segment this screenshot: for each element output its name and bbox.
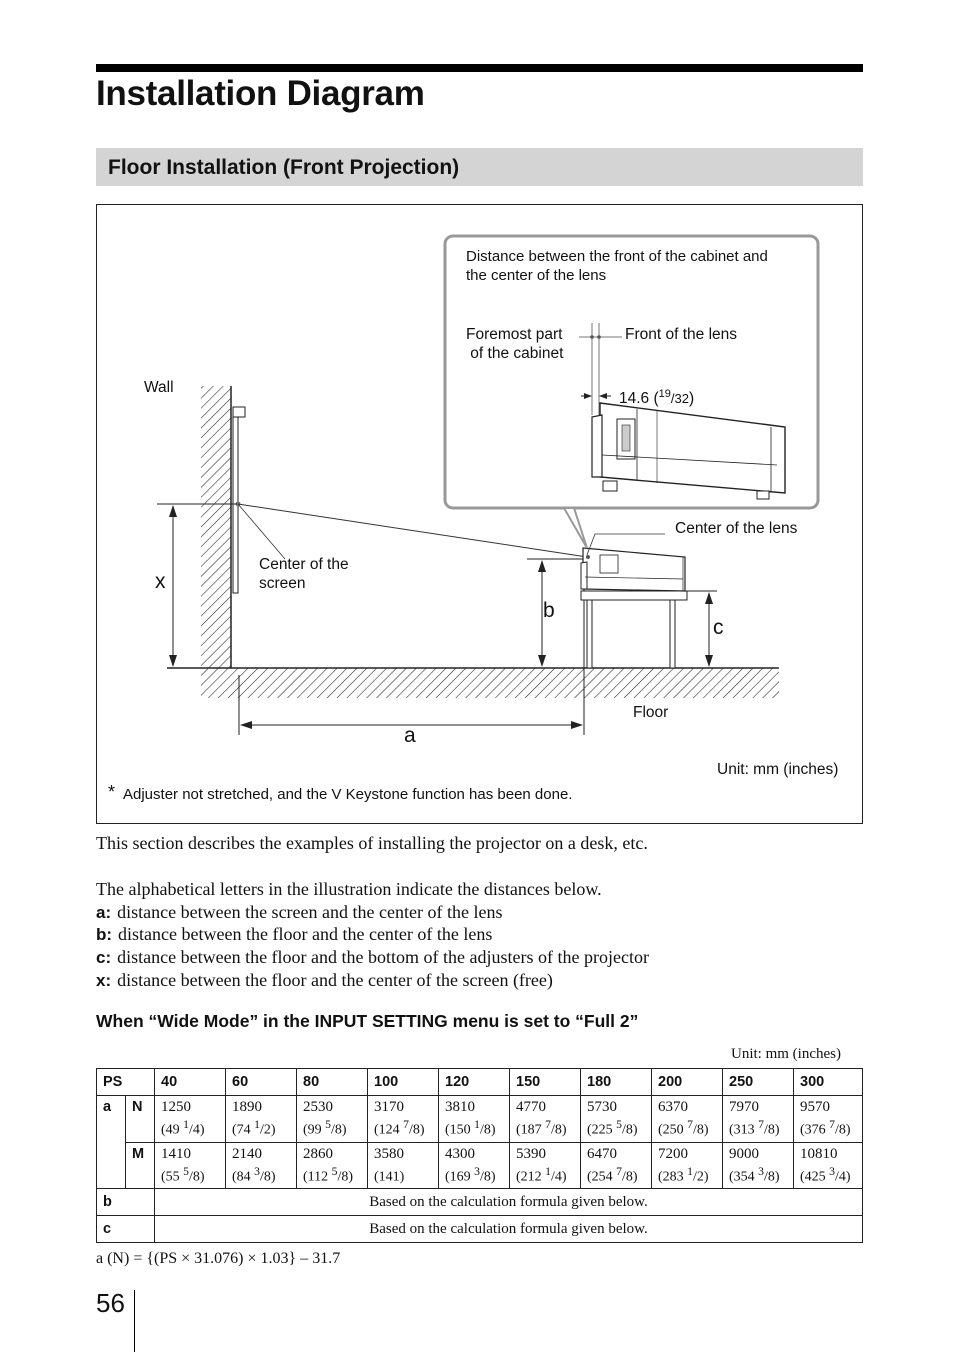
table-row-m xyxy=(97,1142,863,1189)
ps-value: 150 xyxy=(510,1069,581,1096)
n-cell: 7970 (313 $^7$/8) xyxy=(723,1096,794,1143)
projection-line xyxy=(238,504,587,557)
ps-value: 300 xyxy=(794,1069,863,1096)
n-cell: 1250 (49 $^1$/4) xyxy=(155,1096,226,1143)
table-unit: Unit: mm (inches) xyxy=(731,1046,841,1062)
page-title: Installation Diagram xyxy=(96,74,425,113)
center-of-lens-label: Center of the lens xyxy=(675,520,798,537)
b-row-text: Based on the calculation formula given below. xyxy=(155,1189,863,1216)
wall-label: Wall xyxy=(144,379,174,396)
table-row-n xyxy=(97,1096,863,1143)
center-of-screen-label: Center of the screen xyxy=(259,556,349,592)
b-row-label: b xyxy=(97,1189,155,1216)
n-cell: 4770 (187 $^7$/8) xyxy=(510,1096,581,1143)
desk-top xyxy=(581,591,687,600)
table-row-c xyxy=(97,1216,863,1243)
c-row-text: Based on the calculation formula given below. xyxy=(155,1216,863,1243)
footnote: Adjuster not stretched, and the V Keystone function has been done. xyxy=(123,786,573,803)
c-label: c xyxy=(713,616,724,639)
table-row-b xyxy=(97,1189,863,1216)
ps-value: 100 xyxy=(368,1069,439,1096)
m-cell: 10810 (425 $^3$/4) xyxy=(794,1142,863,1189)
callout-title: Distance between the front of the cabinet and the center of the lens xyxy=(466,248,768,284)
title-rule xyxy=(96,64,863,72)
m-cell: 7200 (283 $^1$/2) xyxy=(652,1142,723,1189)
ps-value: 60 xyxy=(226,1069,297,1096)
formula: a (N) = {(PS × 31.076) × 1.03} – 31.7 xyxy=(96,1250,341,1267)
n-cell: 1890 (74 $^1$/2) xyxy=(226,1096,297,1143)
table-heading: When “Wide Mode” in the INPUT SETTING menu is set to “Full 2” xyxy=(96,1011,639,1031)
letters-intro: The alphabetical letters in the illustration indicate the distances below. xyxy=(96,879,602,899)
m-row-label: M xyxy=(126,1142,155,1189)
ps-value: 200 xyxy=(652,1069,723,1096)
page-number-rule xyxy=(134,1290,135,1352)
m-cell: 4300 (169 $^3$/8) xyxy=(439,1142,510,1189)
n-cell: 9570 (376 $^7$/8) xyxy=(794,1096,863,1143)
ps-value: 180 xyxy=(581,1069,652,1096)
m-cell: 5390 (212 $^1$/4) xyxy=(510,1142,581,1189)
ps-value: 250 xyxy=(723,1069,794,1096)
wall-hatch xyxy=(201,386,231,668)
desk-leg xyxy=(587,600,592,668)
c-row-label: c xyxy=(97,1216,155,1243)
definition-c: c: distance between the floor and the bottom of the adjusters of the projector xyxy=(96,947,649,967)
distance-table xyxy=(96,1068,863,1243)
floor-hatch xyxy=(201,668,779,698)
n-cell: 3810 (150 $^1$/8) xyxy=(439,1096,510,1143)
unit-label: Unit: mm (inches) xyxy=(717,761,839,778)
section-header xyxy=(96,148,863,186)
n-cell: 2530 (99 $^5$/8) xyxy=(297,1096,368,1143)
definition-x: x: distance between the floor and the center of the screen (free) xyxy=(96,970,553,990)
ps-value: 120 xyxy=(439,1069,510,1096)
b-label: b xyxy=(543,599,555,622)
definition-a: a: distance between the screen and the center of the lens xyxy=(96,902,503,922)
installation-figure xyxy=(96,204,863,824)
n-row-label: N xyxy=(126,1096,155,1143)
section-title: Floor Installation (Front Projection) xyxy=(108,156,460,179)
m-cell: 2140 (84 $^3$/8) xyxy=(226,1142,297,1189)
m-cell: 6470 (254 $^7$/8) xyxy=(581,1142,652,1189)
m-cell: 3580 (141) xyxy=(368,1142,439,1189)
intro-paragraph: This section describes the examples of installing the projector on a desk, etc. xyxy=(96,833,648,853)
n-cell: 6370 (250 $^7$/8) xyxy=(652,1096,723,1143)
a-row-label: a xyxy=(97,1096,126,1189)
installation-diagram xyxy=(97,205,864,825)
page-number: 56 xyxy=(96,1288,125,1318)
n-cell: 3170 (124 $^7$/8) xyxy=(368,1096,439,1143)
ps-value: 80 xyxy=(297,1069,368,1096)
footnote-mark: * xyxy=(108,782,116,802)
x-label: x xyxy=(155,570,166,593)
table-header-row xyxy=(97,1069,863,1096)
ps-value: 40 xyxy=(155,1069,226,1096)
m-cell: 9000 (354 $^3$/8) xyxy=(723,1142,794,1189)
a-label: a xyxy=(404,724,416,747)
floor-label: Floor xyxy=(633,704,669,721)
lens-offset-dimension: 14.6 ($^{19}$/32) xyxy=(619,388,695,408)
foremost-part-label: Foremost part of the cabinet xyxy=(466,326,564,362)
desk-leg xyxy=(670,600,675,668)
m-cell: 2860 (112 $^5$/8) xyxy=(297,1142,368,1189)
n-cell: 5730 (225 $^5$/8) xyxy=(581,1096,652,1143)
front-of-lens-label: Front of the lens xyxy=(625,326,738,343)
ps-header: PS xyxy=(97,1069,155,1096)
projector-small xyxy=(581,548,685,591)
m-cell: 1410 (55 $^5$/8) xyxy=(155,1142,226,1189)
screen-housing xyxy=(233,407,245,417)
definition-b: b: distance between the floor and the center of the lens xyxy=(96,924,493,944)
